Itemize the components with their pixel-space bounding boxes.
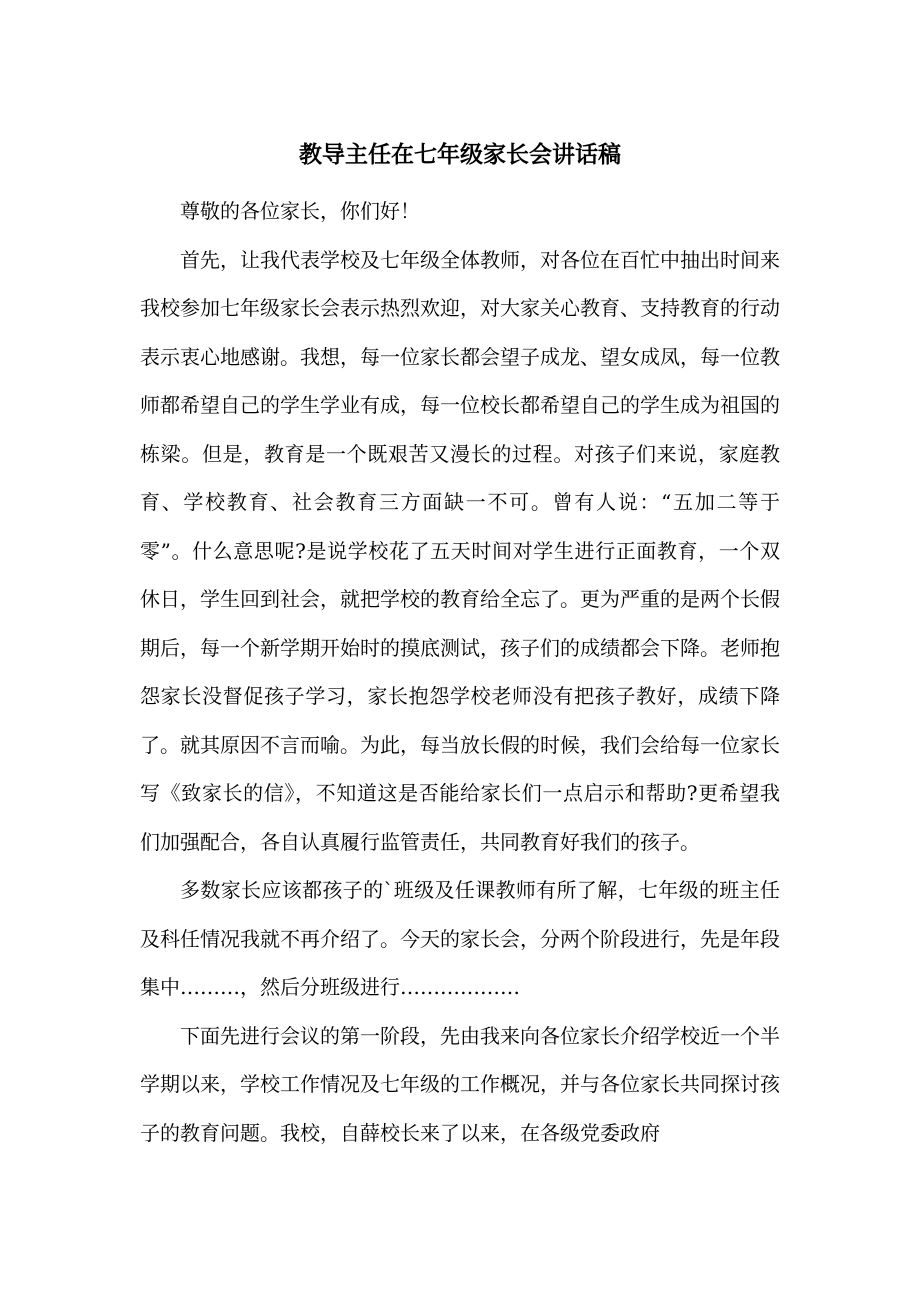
greeting-paragraph: 尊敬的各位家长，你们好！ (180, 199, 420, 223)
body-paragraph-1: 首先，让我代表学校及七年级全体教师，对各位在百忙中抽出时间来我校参加七年级家长会表示热烈欢迎，对大家关心教育、支持教育的行动表示衷心地感谢。我想，每一位家长都会望子成龙、望女成凤，每一位教师都希望自己的学生学业有成，每一位校长都希望自己的学生成为祖国的栋梁。但是，教育是一个既艰苦又漫长的过程。对孩子们来说，家庭教育、学校教育、社会教育三方面缺一不可。曾有人说：“五加二等于零”。什么意思呢?是说学校花了五天时间对学生进行正面教育，一个双休日，学生回到社会，就把学校的教育给全忘了。更为严重的是两个长假期后，每一个新学期开始时的摸底测试，孩子们的成绩都会下降。老师抱怨家长没督促孩子学习，家长抱怨学校老师没有把孩子教好，成绩下降了。就其原因不言而喻。为此，每当放长假的时候，我们会给每一位家长写《致家长的信》，不知道这是否能给家长们一点启示和帮助?更希望我们加强配合，各自认真履行监管责任，共同教育好我们的孩子。 (140, 247, 780, 854)
body-paragraph-2: 多数家长应该都孩子的`班级及任课教师有所了解，七年级的班主任及科任情况我就不再介绍了。今天的家长会，分两个阶段进行，先是年段集中………，然后分班级进行……………… (140, 878, 780, 999)
document-body (140, 187, 780, 1157)
body-paragraph-3: 下面先进行会议的第一阶段，先由我来向各位家长介绍学校近一个半学期以来，学校工作情况及七年级的工作概况，并与各位家长共同探讨孩子的教育问题。我校，自薛校长来了以来，在各级党委政府 (140, 1023, 780, 1145)
page-title: 教导主任在七年级家长会讲话稿 (299, 142, 621, 168)
